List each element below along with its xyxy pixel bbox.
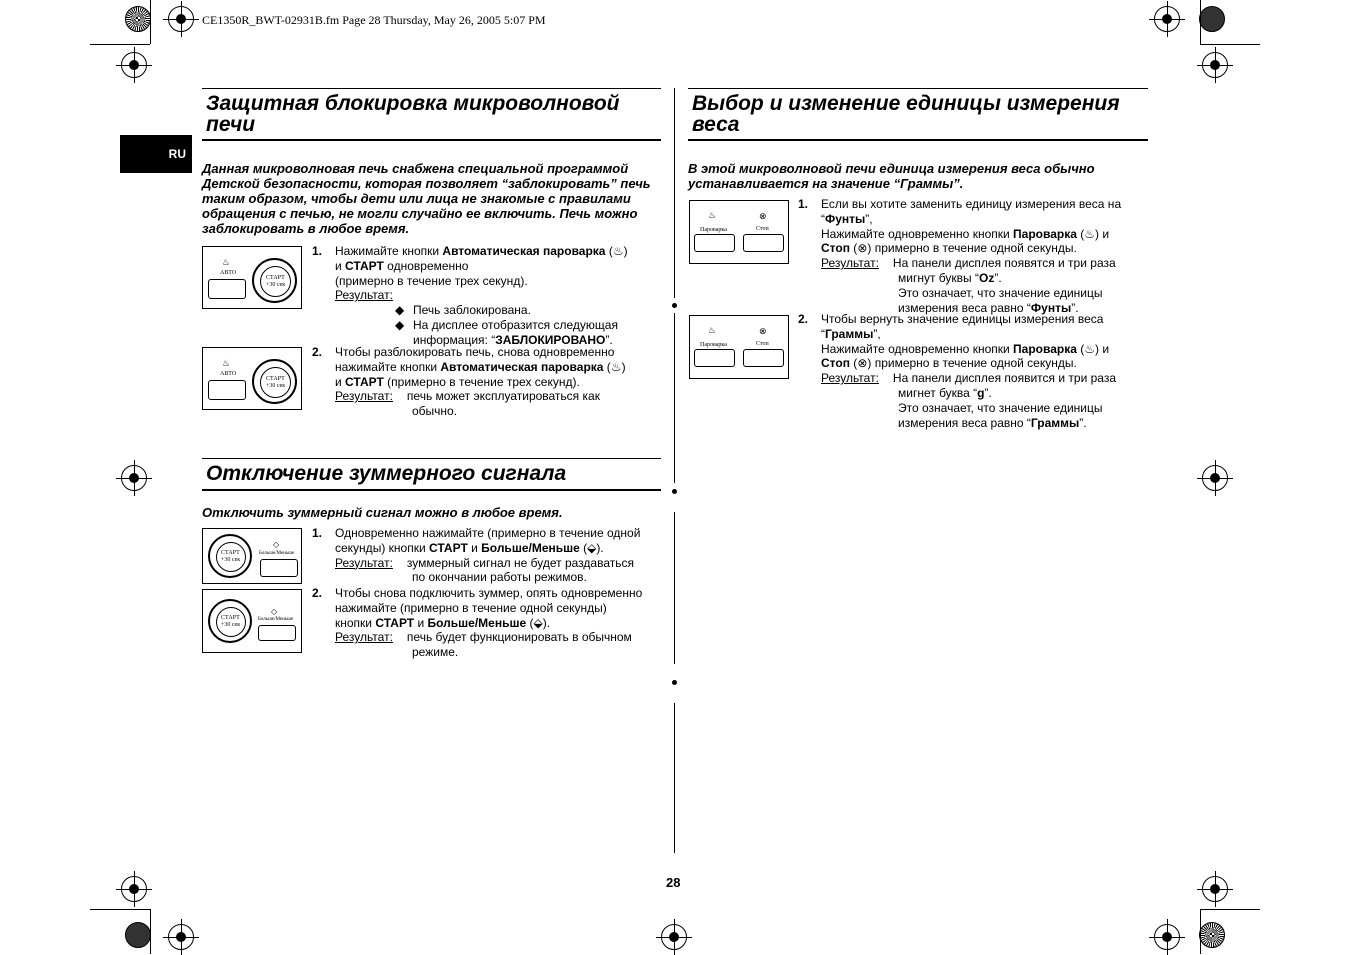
control-panel-illustration: ♨ АВТО СТАРТ +30 сек — [202, 246, 302, 309]
beep-intro: Отключить зуммерный сигнал можно в любое время. — [202, 505, 563, 520]
section-title-beep: Отключение зуммерного сигнала — [202, 458, 661, 491]
language-tab: RU — [120, 135, 192, 173]
registration-crosshair-icon — [1202, 52, 1228, 78]
stop-button — [743, 234, 784, 252]
more-less-button — [260, 559, 298, 577]
start-knob: СТАРТ +30 сек — [208, 599, 252, 643]
registration-crosshair-icon — [1202, 876, 1228, 902]
steam-button — [694, 234, 735, 252]
step-number: 2. — [312, 345, 323, 359]
steam-icon: ♨ — [1084, 226, 1096, 241]
weight-step1-text: Если вы хотите заменить единицу измерения веса на “Фунты”, Нажимайте одновременно кнопки Пароварка (♨) и Стоп (⊗) примерно в течение одной секунды. Результат: На панели дисплея появятся и три раза мигнут буквы “Oz”. Это означает, что значение единицы измерения веса равно “Фунты”. — [821, 197, 1122, 315]
start-knob: СТАРТ +30 сек — [252, 359, 297, 404]
registration-crosshair-icon — [1154, 924, 1180, 950]
more-less-icon: ⬙ — [533, 615, 543, 630]
registration-crosshair-icon — [121, 876, 147, 902]
bullet-icon: ◆ — [395, 303, 405, 318]
stop-icon: ⊗ — [759, 211, 767, 221]
stop-icon: ⊗ — [857, 241, 868, 256]
stop-icon: ⊗ — [857, 356, 868, 371]
divider-dot — [672, 680, 677, 685]
steam-icon: ♨ — [708, 325, 717, 335]
more-less-icon: ⬙ — [587, 540, 597, 555]
divider-dot — [672, 303, 677, 308]
registration-crosshair-icon — [168, 924, 194, 950]
weight-intro: В этой микроволновой печи единица измерения веса обычно устанавливается на значение “Граммы”. — [688, 161, 1095, 191]
bullet-icon: ◆ — [395, 317, 405, 332]
start-knob: СТАРТ +30 сек — [252, 258, 297, 303]
more-less-icon: ◇ — [273, 540, 280, 549]
step-number: 1. — [312, 526, 323, 540]
stop-icon: ⊗ — [759, 326, 767, 336]
stop-button — [743, 349, 784, 367]
step-number: 2. — [312, 586, 323, 600]
control-panel-illustration: СТАРТ +30 сек ◇ Больше/Меньше — [202, 589, 302, 653]
steam-icon: ♨ — [610, 359, 622, 374]
registration-crosshair-icon — [1202, 465, 1228, 491]
steam-icon: ♨ — [222, 257, 231, 267]
start-knob: СТАРТ +30 сек — [208, 534, 252, 578]
auto-steam-button — [208, 380, 246, 400]
more-less-icon: ◇ — [271, 607, 278, 616]
registration-crosshair-icon — [1154, 6, 1180, 32]
steam-icon: ♨ — [222, 358, 231, 368]
beep-step1-text: Одновременно нажимайте (примерно в течение одной секунды) кнопки СТАРТ и Больше/Меньше (⬙). Результат: зуммерный сигнал не будет раздаваться по окончании работы режимов. — [335, 526, 641, 585]
registration-crosshair-icon — [121, 465, 147, 491]
registration-crosshair-icon — [121, 52, 147, 78]
registration-starburst-icon — [125, 6, 151, 32]
control-panel-illustration: СТАРТ +30 сек ◇ Больше/Меньше — [202, 528, 302, 584]
control-panel-illustration: ♨ АВТО СТАРТ +30 сек — [202, 347, 302, 410]
file-header: CE1350R_BWT-02931B.fm Page 28 Thursday, May 26, 2005 5:07 PM — [202, 13, 546, 27]
section-title-weight: Выбор и изменение единицы измерения веса — [688, 88, 1148, 141]
lock-intro: Данная микроволновая печь снабжена специальной программой Детской безопасности, которая позволяет “заблокировать” печь таким образом, чтобы дети или лица не знакомые с правилами обращения с печью, не могли случайно ее включить. Печь можно заблокировать в любое время. — [202, 161, 651, 236]
registration-dot-icon — [125, 922, 151, 948]
lock-step1-text: Нажимайте кнопки Автоматическая пароварка (♨) и СТАРТ одновременно (примерно в течение трех секунд). Результат: ◆ Печь заблокирована. ◆ На дисплее отобразится следующая информация: “ЗАБЛОКИРОВАНО”. — [335, 244, 628, 347]
control-panel-illustration: ♨ Пароварка ⊗ Стоп — [689, 200, 789, 264]
lock-step2-text: Чтобы разблокировать печь, снова одновременно нажимайте кнопки Автоматическая пароварка (♨) и СТАРТ (примерно в течение трех секунд). Результат: печь может эксплуатироваться как обычно. — [335, 345, 626, 419]
step-number: 1. — [312, 244, 323, 258]
steam-icon: ♨ — [612, 244, 624, 258]
column-divider — [674, 88, 675, 298]
auto-steam-button — [208, 279, 246, 299]
registration-crosshair-icon — [168, 6, 194, 32]
registration-starburst-icon — [1199, 922, 1225, 948]
page-number: 28 — [666, 875, 681, 890]
control-panel-illustration: ♨ Пароварка ⊗ Стоп — [689, 315, 789, 379]
steam-button — [694, 349, 735, 367]
step-number: 2. — [798, 312, 809, 326]
steam-icon: ♨ — [1084, 341, 1096, 356]
section-title-lock: Защитная блокировка микроволновой печи — [202, 88, 661, 141]
registration-crosshair-icon — [661, 924, 687, 950]
step-number: 1. — [798, 197, 809, 211]
registration-dot-icon — [1199, 6, 1225, 32]
beep-step2-text: Чтобы снова подключить зуммер, опять одновременно нажимайте (примерно в течение одной секунды) кнопки СТАРТ и Больше/Меньше (⬙). Результат: печь будет функционировать в обычном режиме. — [335, 586, 643, 660]
steam-icon: ♨ — [708, 210, 717, 220]
weight-step2-text: Чтобы вернуть значение единицы измерения веса “Граммы”, Нажимайте одновременно кнопки Пароварка (♨) и Стоп (⊗) примерно в течение одной секунды. Результат: На панели дисплея появится и три раза мигнет буква “g”. Это означает, что значение единицы измерения веса равно “Граммы”. — [821, 312, 1116, 430]
divider-dot — [672, 489, 677, 494]
more-less-button — [258, 625, 296, 641]
